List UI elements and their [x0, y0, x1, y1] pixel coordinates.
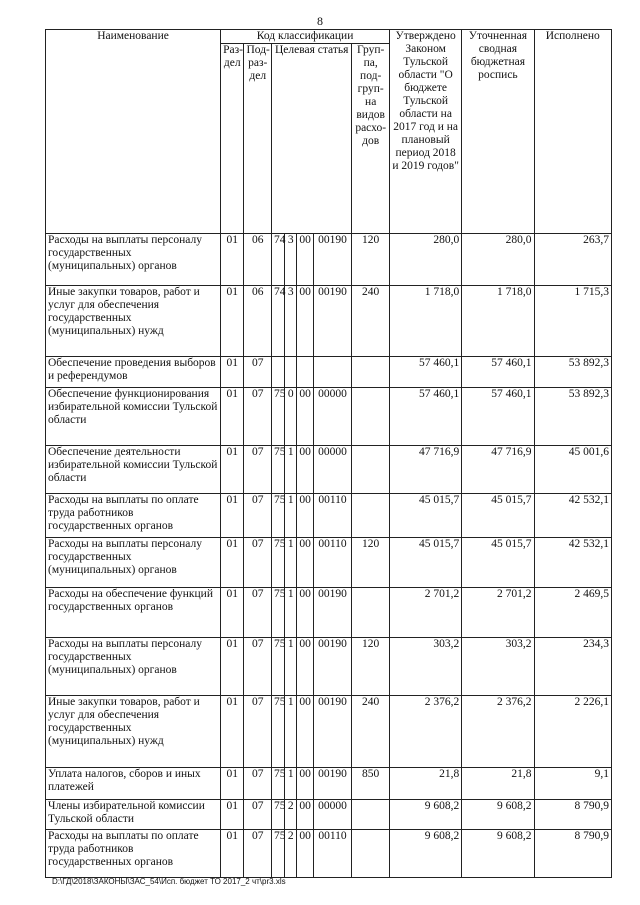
target-part1-cell: 75	[271, 696, 284, 768]
target-part2-cell	[285, 357, 297, 388]
table-row	[46, 638, 612, 696]
refined-value: 57 460,1	[462, 388, 534, 446]
target-part3-cell: 00	[297, 388, 313, 446]
refined-value: 57 460,1	[462, 357, 534, 388]
expense-group-cell	[352, 446, 390, 494]
table-row	[46, 588, 612, 638]
table-row	[46, 800, 612, 830]
row-name: Расходы на выплаты по оплате труда работников государственных органов	[46, 494, 221, 538]
executed-value: 42 532,1	[534, 494, 611, 538]
executed-value: 2 226,1	[534, 696, 611, 768]
target-part3-cell: 00	[297, 588, 313, 638]
expense-group-cell	[352, 588, 390, 638]
razdel-cell: 01	[221, 357, 244, 388]
target-part1-cell: 75	[271, 494, 284, 538]
razdel-cell: 01	[221, 234, 244, 286]
target-part3-cell: 00	[297, 494, 313, 538]
target-part1-cell: 74	[271, 286, 284, 357]
razdel-cell: 01	[221, 588, 244, 638]
podrazdel-cell: 07	[244, 768, 271, 800]
approved-value: 2 376,2	[390, 696, 462, 768]
refined-value: 9 608,2	[462, 800, 534, 830]
target-part1-cell: 75	[271, 800, 284, 830]
row-name: Обеспечение проведения выборов и референдумов	[46, 357, 221, 388]
podrazdel-cell: 06	[244, 234, 271, 286]
razdel-cell: 01	[221, 446, 244, 494]
target-part1-cell: 75	[271, 638, 284, 696]
target-part3-cell: 00	[297, 800, 313, 830]
refined-value: 45 015,7	[462, 494, 534, 538]
expense-group-cell: 850	[352, 768, 390, 800]
target-part2-cell: 0	[285, 388, 297, 446]
executed-value: 1 715,3	[534, 286, 611, 357]
row-name: Обеспечение функционирования избирательной комиссии Тульской области	[46, 388, 221, 446]
approved-value: 45 015,7	[390, 538, 462, 588]
executed-value: 53 892,3	[534, 357, 611, 388]
row-name: Расходы на выплаты персоналу государственных (муниципальных) органов	[46, 538, 221, 588]
podrazdel-cell: 07	[244, 446, 271, 494]
target-part3-cell: 00	[297, 538, 313, 588]
podrazdel-cell: 07	[244, 696, 271, 768]
target-part3-cell: 00	[297, 638, 313, 696]
executed-value: 263,7	[534, 234, 611, 286]
approved-value: 9 608,2	[390, 800, 462, 830]
target-part3-cell	[297, 357, 313, 388]
refined-value: 2 376,2	[462, 696, 534, 768]
razdel-cell: 01	[221, 768, 244, 800]
target-part3-cell: 00	[297, 830, 313, 878]
table-row	[46, 696, 612, 768]
row-name: Расходы на выплаты персоналу государственных (муниципальных) органов	[46, 234, 221, 286]
target-part4-cell: 00190	[313, 234, 352, 286]
refined-value: 9 608,2	[462, 830, 534, 878]
executed-value: 53 892,3	[534, 388, 611, 446]
target-part2-cell: 2	[285, 830, 297, 878]
target-part2-cell: 3	[285, 234, 297, 286]
razdel-cell: 01	[221, 286, 244, 357]
row-name: Уплата налогов, сборов и иных платежей	[46, 768, 221, 800]
target-part2-cell: 1	[285, 638, 297, 696]
target-part1-cell: 74	[271, 234, 284, 286]
executed-value: 45 001,6	[534, 446, 611, 494]
table-body	[46, 234, 612, 878]
target-part3-cell: 00	[297, 234, 313, 286]
target-part1-cell	[271, 357, 284, 388]
refined-value: 45 015,7	[462, 538, 534, 588]
target-part2-cell: 1	[285, 768, 297, 800]
podrazdel-cell: 07	[244, 388, 271, 446]
target-part4-cell: 00190	[313, 768, 352, 800]
target-part1-cell: 75	[271, 588, 284, 638]
table-row	[46, 234, 612, 286]
expense-group-cell	[352, 494, 390, 538]
table-row	[46, 768, 612, 800]
row-name: Расходы на выплаты по оплате труда работников государственных органов	[46, 830, 221, 878]
table-row	[46, 286, 612, 357]
target-part1-cell: 75	[271, 388, 284, 446]
target-part1-cell: 75	[271, 830, 284, 878]
refined-value: 1 718,0	[462, 286, 534, 357]
header-name: Наименование	[46, 30, 221, 234]
approved-value: 45 015,7	[390, 494, 462, 538]
row-name: Расходы на выплаты персоналу государственных (муниципальных) органов	[46, 638, 221, 696]
approved-value: 1 718,0	[390, 286, 462, 357]
podrazdel-cell: 07	[244, 638, 271, 696]
refined-value: 280,0	[462, 234, 534, 286]
refined-value: 303,2	[462, 638, 534, 696]
header-refined: Уточненная сводная бюджетная роспись	[462, 30, 534, 234]
row-name: Иные закупки товаров, работ и услуг для обеспечения государственных (муниципальных) нужд	[46, 286, 221, 357]
target-part2-cell: 1	[285, 538, 297, 588]
target-part2-cell: 1	[285, 588, 297, 638]
row-name: Иные закупки товаров, работ и услуг для обеспечения государственных (муниципальных) нужд	[46, 696, 221, 768]
expense-group-cell: 120	[352, 538, 390, 588]
table-row	[46, 446, 612, 494]
header-group: Груп-па, под-груп-на видов расхо-дов	[352, 44, 390, 234]
table-row	[46, 494, 612, 538]
table-row	[46, 538, 612, 588]
target-part4-cell: 00190	[313, 588, 352, 638]
target-part2-cell: 3	[285, 286, 297, 357]
target-part3-cell: 00	[297, 286, 313, 357]
header-executed: Исполнено	[534, 30, 611, 234]
row-name: Обеспечение деятельности избирательной комиссии Тульской области	[46, 446, 221, 494]
expense-group-cell	[352, 800, 390, 830]
header-razdel: Раз-дел	[221, 44, 244, 234]
executed-value: 234,3	[534, 638, 611, 696]
target-part4-cell: 00190	[313, 696, 352, 768]
budget-table	[45, 29, 612, 878]
target-part2-cell: 2	[285, 800, 297, 830]
refined-value: 2 701,2	[462, 588, 534, 638]
podrazdel-cell: 07	[244, 357, 271, 388]
approved-value: 57 460,1	[390, 388, 462, 446]
file-path-footer: D:\ГД\2018\ЗАКОНЫ\ЗАС_54\Исп. бюджет ТО 2017_2 чт\pr3.xls	[52, 877, 286, 886]
executed-value: 9,1	[534, 768, 611, 800]
approved-value: 57 460,1	[390, 357, 462, 388]
podrazdel-cell: 07	[244, 538, 271, 588]
target-part3-cell: 00	[297, 446, 313, 494]
target-part1-cell: 75	[271, 768, 284, 800]
podrazdel-cell: 06	[244, 286, 271, 357]
podrazdel-cell: 07	[244, 800, 271, 830]
refined-value: 21,8	[462, 768, 534, 800]
target-part3-cell: 00	[297, 696, 313, 768]
razdel-cell: 01	[221, 538, 244, 588]
page-number: 8	[317, 14, 323, 28]
razdel-cell: 01	[221, 388, 244, 446]
razdel-cell: 01	[221, 696, 244, 768]
approved-value: 303,2	[390, 638, 462, 696]
target-part4-cell: 00110	[313, 494, 352, 538]
executed-value: 2 469,5	[534, 588, 611, 638]
header-approved: Утверждено Законом Тульской области "О бюджете Тульской области на 2017 год и на плановый период 2018 и 2019 годов"	[390, 30, 462, 234]
row-name: Члены избирательной комиссии Тульской области	[46, 800, 221, 830]
target-part2-cell: 1	[285, 696, 297, 768]
table-row	[46, 388, 612, 446]
target-part4-cell: 00190	[313, 286, 352, 357]
approved-value: 9 608,2	[390, 830, 462, 878]
razdel-cell: 01	[221, 830, 244, 878]
header-target: Целевая статья	[271, 44, 351, 234]
approved-value: 47 716,9	[390, 446, 462, 494]
target-part3-cell: 00	[297, 768, 313, 800]
expense-group-cell	[352, 357, 390, 388]
expense-group-cell: 240	[352, 696, 390, 768]
target-part1-cell: 75	[271, 538, 284, 588]
approved-value: 2 701,2	[390, 588, 462, 638]
executed-value: 8 790,9	[534, 800, 611, 830]
target-part4-cell: 00110	[313, 830, 352, 878]
header-classification: Код классификации	[221, 30, 390, 44]
target-part4-cell	[313, 357, 352, 388]
expense-group-cell: 120	[352, 638, 390, 696]
razdel-cell: 01	[221, 800, 244, 830]
podrazdel-cell: 07	[244, 588, 271, 638]
table-row	[46, 830, 612, 878]
executed-value: 42 532,1	[534, 538, 611, 588]
header-podrazdel: Под-раз-дел	[244, 44, 271, 234]
table-row	[46, 357, 612, 388]
expense-group-cell: 240	[352, 286, 390, 357]
razdel-cell: 01	[221, 494, 244, 538]
target-part4-cell: 00110	[313, 538, 352, 588]
podrazdel-cell: 07	[244, 830, 271, 878]
approved-value: 280,0	[390, 234, 462, 286]
target-part2-cell: 1	[285, 446, 297, 494]
expense-group-cell	[352, 830, 390, 878]
target-part4-cell: 00000	[313, 446, 352, 494]
target-part1-cell: 75	[271, 446, 284, 494]
podrazdel-cell: 07	[244, 494, 271, 538]
executed-value: 8 790,9	[534, 830, 611, 878]
approved-value: 21,8	[390, 768, 462, 800]
target-part2-cell: 1	[285, 494, 297, 538]
target-part4-cell: 00190	[313, 638, 352, 696]
row-name: Расходы на обеспечение функций государственных органов	[46, 588, 221, 638]
expense-group-cell	[352, 388, 390, 446]
expense-group-cell: 120	[352, 234, 390, 286]
razdel-cell: 01	[221, 638, 244, 696]
target-part4-cell: 00000	[313, 800, 352, 830]
refined-value: 47 716,9	[462, 446, 534, 494]
target-part4-cell: 00000	[313, 388, 352, 446]
